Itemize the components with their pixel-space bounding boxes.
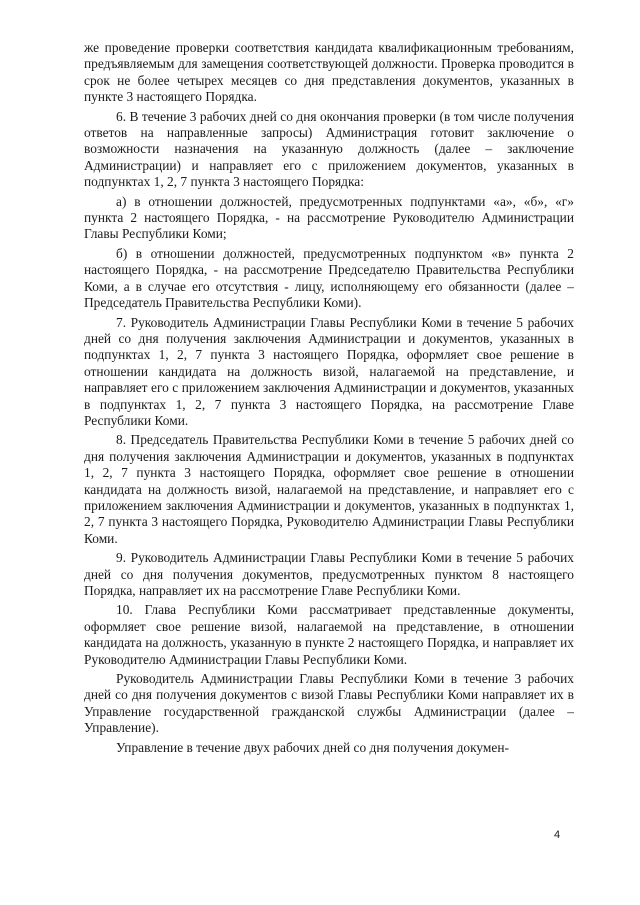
paragraph-item-10: 10. Глава Республики Коми рассматривает представленные документы, оформляет свое решение визой, налагаемой на представление, в отношении кандидата на должность, указанную в пункте 2 настоящего Порядка, и направляет их Руководителю Администрации Главы Республики Коми. bbox=[84, 602, 574, 667]
paragraph-department: Управление в течение двух рабочих дней со дня получения докумен- bbox=[116, 739, 509, 755]
page-number: 4 bbox=[554, 829, 561, 841]
paragraph-item-7: 7. Руководитель Администрации Главы Республики Коми в течение 5 рабочих дней со дня получения заключения Администрации и документов, указанных в подпунктах 1, 2, 7 пункта 3 настоящего Порядка, оформляет свое решение в отношении кандидата на должность визой, налагаемой на представление, и направляет его с приложением заключения Администрации и документов, указанных в подпунктах 1, 2, 7 пункта 3 настоящего Порядка, на рассмотрение Главе Республики Коми. bbox=[84, 314, 574, 428]
paragraph-item-8: 8. Председатель Правительства Республики Коми в течение 5 рабочих дней со дня получения заключения Администрации и документов, указанных в подпунктах 1, 2, 7 пункта 3 настоящего Порядка, оформляет свое решение в отношении кандидата на должность визой, налагаемой на представление, и направляет его с приложением заключения Администрации и документов, указанных в подпунктах 1, 2, 7 пункта 3 настоящего Порядка, Руководителю Администрации Главы Республики Коми. bbox=[84, 432, 574, 546]
document-body bbox=[84, 40, 574, 759]
paragraph-continuation: же проведение проверки соответствия кандидата квалификационным требованиям, предъявляемым для замещения соответствующей должности. Проверка проводится в срок не более четырех месяцев со дня представления документов, указанных в пункте 3 настоящего Порядка. bbox=[84, 40, 574, 105]
paragraph-item-6: 6. В течение 3 рабочих дней со дня окончания проверки (в том числе получения ответов на направленные запросы) Администрация готовит заключение о возможности назначения на указанную должность (далее – заключение Администрации) и направляет его с приложением документов, указанных в подпунктах 1, 2, 7 пункта 3 настоящего Порядка: bbox=[84, 108, 574, 190]
paragraph-subitem-a: а) в отношении должностей, предусмотренных подпунктами «а», «б», «г» пункта 2 настоящего Порядка, - на рассмотрение Руководителю Администрации Главы Республики Коми; bbox=[84, 193, 574, 242]
paragraph-subitem-b: б) в отношении должностей, предусмотренных подпунктом «в» пункта 2 настоящего Порядка, - на рассмотрение Председателю Правительства Республики Коми, а в случае его отсутствия - лицу, исполняющему его обязанности (далее – Председатель Правительства Республики Коми). bbox=[84, 245, 574, 311]
paragraph-item-9: 9. Руководитель Администрации Главы Республики Коми в течение 5 рабочих дней со дня получения документов, предусмотренных пунктом 8 настоящего Порядка, направляет их на рассмотрение Главе Республики Коми. bbox=[84, 550, 574, 598]
paragraph-head-admin: Руководитель Администрации Главы Республики Коми в течение 3 рабочих дней со дня получения документов с визой Главы Республики Коми направляет их в Управление государственной гражданской службы Администрации (далее – Управление). bbox=[84, 671, 574, 736]
